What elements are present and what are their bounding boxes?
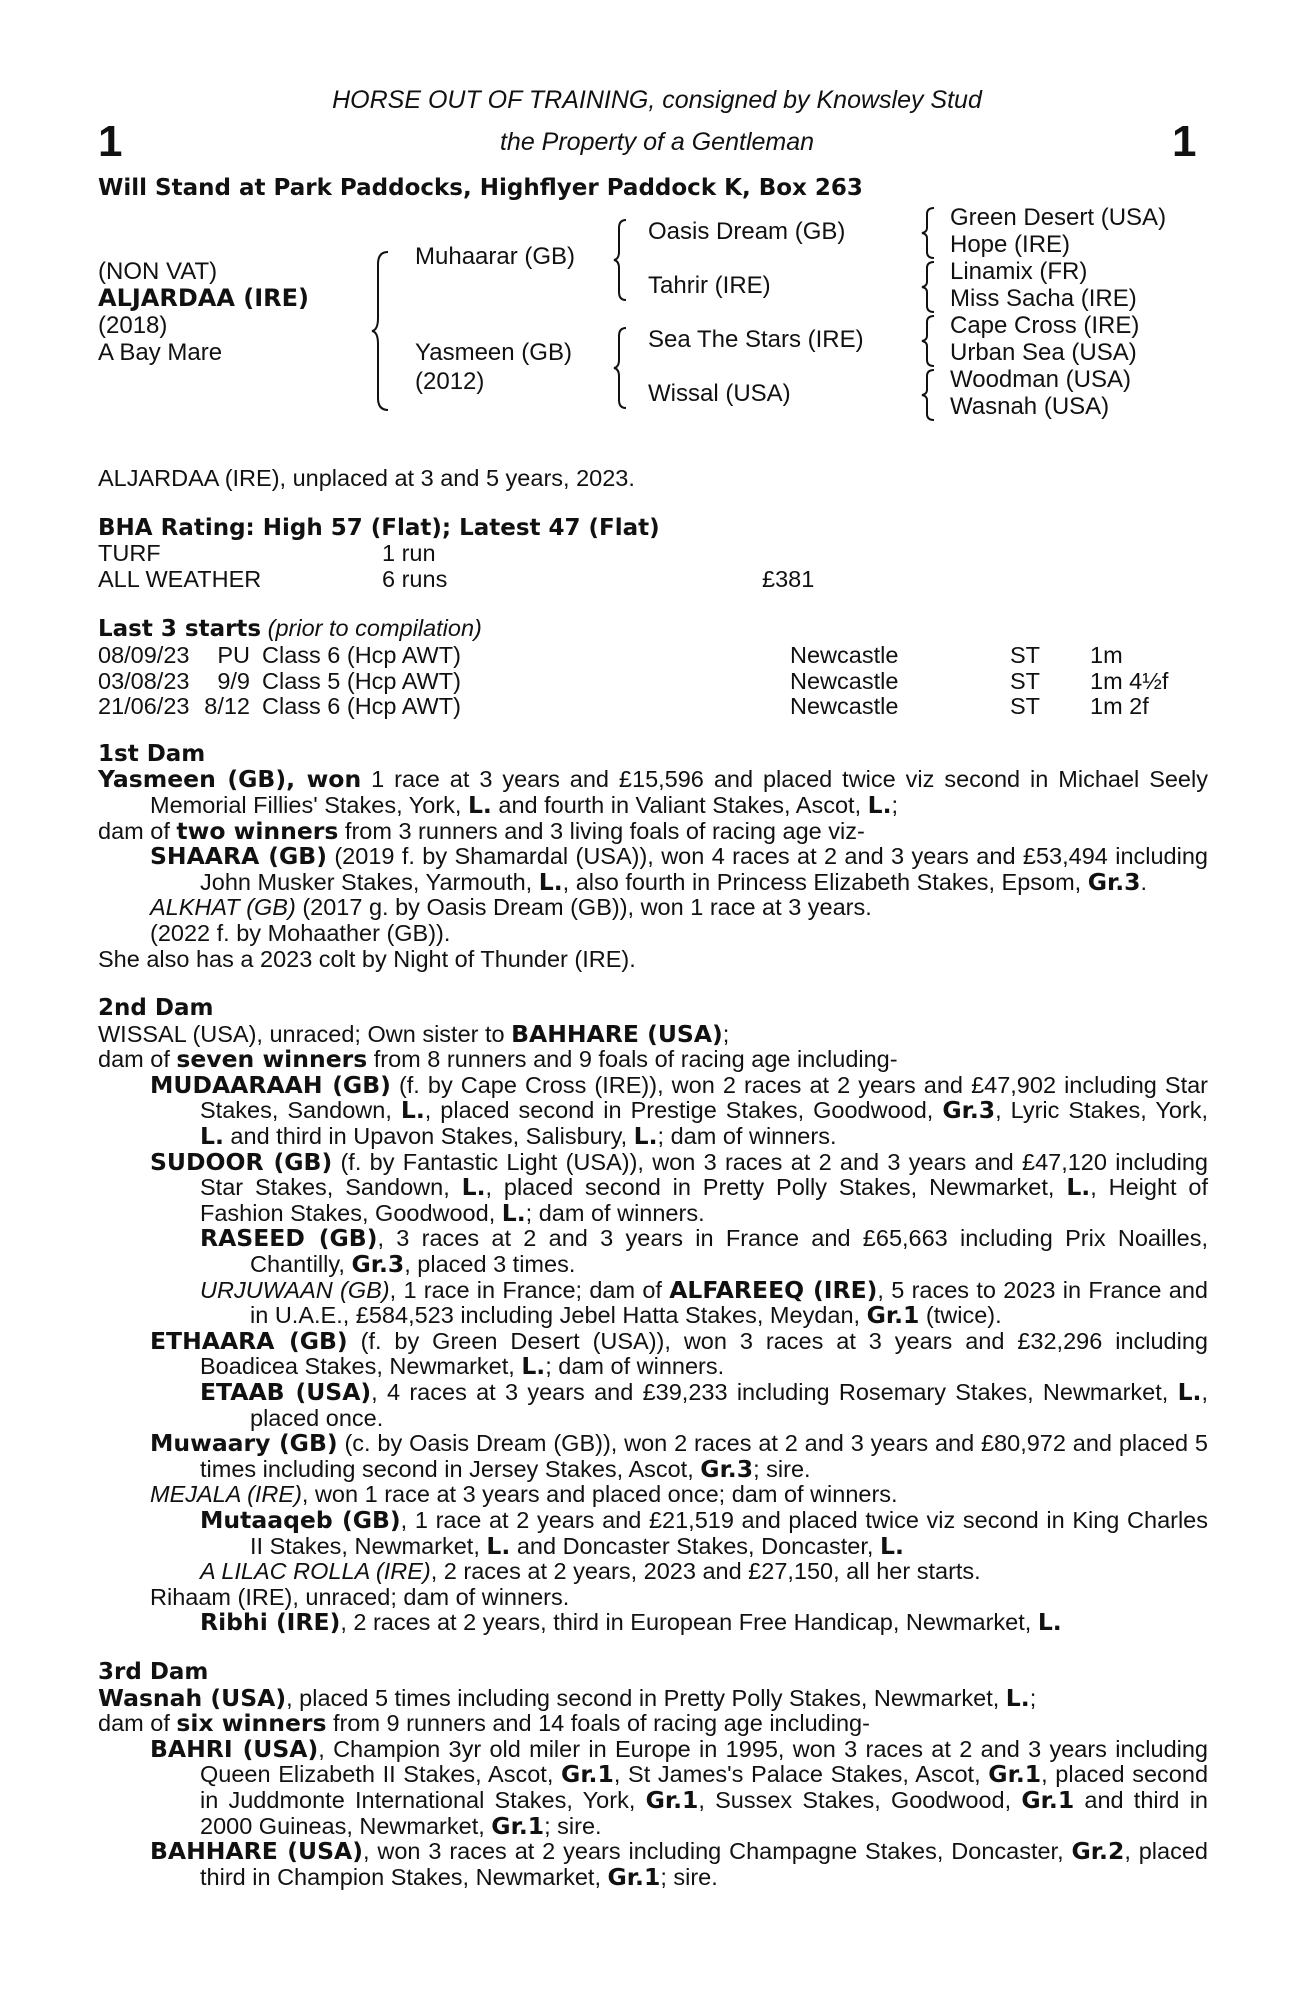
group-mark: Gr.3 [1087, 867, 1141, 896]
gg-3: Linamix (FR) [950, 258, 1088, 285]
property-line: the Property of a Gentleman [499, 128, 815, 156]
record-text: from 9 runners and 14 foals of racing age including- [326, 1710, 870, 1737]
start-class: Class 5 (Hcp AWT) [262, 667, 461, 694]
great-grandparents [950, 204, 1166, 420]
listed-mark: L. [521, 1352, 546, 1381]
record-text: , 3 races at 2 and 3 years in France and £65,663 including Prix Noailles, Chantilly, [250, 1225, 1208, 1278]
horse-description: A Bay Mare [98, 339, 223, 366]
start-distance: 1m [1090, 641, 1123, 668]
start-class: Class 6 (Hcp AWT) [262, 641, 461, 668]
start-position: PU [217, 641, 250, 668]
record-text: , Height of Fashion Stakes, Goodwood, [200, 1174, 1209, 1226]
record-text: , placed second in Pretty Polly Stakes, Newmarket, [485, 1174, 1067, 1201]
record-text: , also fourth in Princess Elizabeth Stakes, Epsom, [562, 868, 1088, 895]
dam-block [415, 338, 572, 396]
produce-name: SUDOOR (GB) [150, 1147, 333, 1176]
record-text: and Doncaster Stakes, Doncaster, [510, 1532, 880, 1559]
group-mark: Gr.1 [491, 1811, 545, 1840]
dam-sire: Sea The Stars (IRE) [648, 326, 864, 353]
produce-a-lilac-rolla [98, 1559, 1208, 1585]
start-distance: 1m 4½f [1090, 667, 1169, 694]
group-mark: Gr.2 [1071, 1837, 1125, 1866]
start-date: 03/08/23 [98, 667, 190, 694]
sire-name: Muhaarar (GB) [415, 243, 576, 270]
first-dam-produce [98, 816, 1208, 845]
record-text: (twice). [919, 1302, 1002, 1329]
dam-year: (2012) [415, 368, 485, 395]
listed-mark: L. [501, 1198, 526, 1227]
produce-name: BAHRI (USA) [150, 1734, 319, 1763]
listed-mark: L. [1066, 1173, 1091, 1202]
produce-sudoor [98, 1147, 1209, 1227]
start-position: 9/9 [217, 667, 250, 694]
record-text: ; [891, 791, 899, 818]
listed-mark: L. [538, 867, 563, 896]
produce-muwaary [98, 1431, 1208, 1482]
record-text: , 2 races at 2 years, third in European Free Handicap, Newmarket, [340, 1609, 1038, 1636]
pedigree-brace-dam [612, 326, 628, 410]
produce-etaab [98, 1380, 1208, 1431]
vat-status: (NON VAT) [98, 258, 218, 285]
winners-count: seven winners [176, 1045, 368, 1074]
group-mark: Gr.1 [645, 1785, 699, 1814]
group-mark: Gr.3 [351, 1250, 405, 1279]
record-text: (f. by Cape Cross (IRE)), won 2 races at 2 years and £47,902 including Star Stakes, Sandown, [200, 1071, 1208, 1124]
record-text: and fourth in Valiant Stakes, Ascot, [491, 791, 868, 818]
record-text: , 1 race at 2 years and £21,519 and placed twice viz second in King Charles II Stakes, Newmarket, [250, 1506, 1208, 1559]
start-date: 08/09/23 [98, 641, 190, 668]
record-text: , placed second in Prestige Stakes, Goodwood, [424, 1097, 943, 1124]
listed-mark: L. [633, 1122, 658, 1151]
record-text: ; [1029, 1684, 1037, 1711]
listed-mark: L. [867, 790, 892, 819]
produce-name: BAHHARE (USA) [150, 1837, 363, 1866]
pedigree-brace-gg2 [920, 260, 936, 314]
second-dam-produce [98, 1047, 1208, 1073]
produce-mutaaqeb [98, 1505, 1208, 1560]
produce-bahri [98, 1734, 1209, 1840]
aw-earnings: £381 [762, 565, 815, 592]
produce-name: URJUWAAN (GB) [200, 1276, 390, 1303]
stand-location: Will Stand at Park Paddocks, Highflyer Paddock K, Box 263 [98, 175, 863, 201]
lot-number-right: 1 [1172, 117, 1197, 166]
listed-mark: L. [1177, 1378, 1202, 1406]
listed-mark: L. [461, 1173, 486, 1202]
record-text: , 2 races at 2 years, 2023 and £27,150, all her starts. [430, 1558, 981, 1585]
third-dam-heading: 3rd Dam [98, 1658, 209, 1685]
record-text: and third in Upavon Stakes, Salisbury, [223, 1123, 634, 1150]
race-summary: ALJARDAA (IRE), unplaced at 3 and 5 years, 2023. [98, 465, 635, 491]
produce-name: ALKHAT (GB) [150, 894, 296, 921]
record-text: , 5 races to 2023 in France and in U.A.E., £584,523 including Jebel Hatta Stakes, Meydan, [250, 1276, 1208, 1329]
listed-mark: L. [200, 1122, 224, 1151]
listed-mark: L. [1005, 1683, 1030, 1712]
gg-8: Wasnah (USA) [950, 393, 1110, 420]
last-starts-note: (prior to compilation) [267, 615, 482, 642]
record-text: (f. by Fantastic Light (USA)), won 3 races at 2 and 3 years and £47,120 including Star Stakes, Sandown, [200, 1148, 1208, 1201]
gg-6: Urban Sea (USA) [950, 339, 1137, 366]
pedigree-brace-sire [612, 218, 628, 302]
gg-1: Green Desert (USA) [950, 204, 1167, 231]
horse-year: (2018) [98, 312, 168, 339]
lot-number-left: 1 [98, 117, 123, 166]
start-class: Class 6 (Hcp AWT) [262, 693, 461, 720]
pedigree-brace-gg3 [920, 314, 936, 368]
record-text: ; dam of winners. [545, 1353, 725, 1380]
start-going: ST [1010, 667, 1041, 694]
runs-row-turf [98, 541, 814, 567]
produce-2022-filly: (2022 f. by Mohaather (GB)). [150, 919, 451, 946]
sire-dam: Tahrir (IRE) [648, 272, 771, 299]
last-starts-table [98, 643, 1168, 720]
group-mark: Gr.3 [700, 1454, 754, 1483]
last-starts-title: Last 3 starts [98, 616, 262, 643]
first-dam-record [98, 767, 1208, 818]
produce-raseed [98, 1226, 1208, 1277]
record-text: WISSAL (USA), unraced; Own sister to [98, 1020, 512, 1047]
produce-name: RASEED (GB) [200, 1224, 378, 1253]
group-mark: Gr.3 [942, 1096, 996, 1125]
horse-name: ALJARDAA (IRE) [98, 284, 310, 312]
record-text: , placed 5 times including second in Pretty Polly Stakes, Newmarket, [286, 1684, 1006, 1711]
produce-ribhi [98, 1610, 1208, 1636]
record-text: , placed third in Champion Stakes, Newmarket, [200, 1838, 1208, 1890]
turf-runs: 1 run [382, 540, 436, 567]
record-text: , won 3 races at 2 years including Champagne Stakes, Doncaster, [362, 1838, 1072, 1865]
start-course: Newcastle [790, 693, 899, 720]
record-text: from 3 runners and 3 living foals of racing age viz- [338, 817, 865, 844]
record-text: ; sire. [544, 1812, 602, 1839]
dam-dam: Wissal (USA) [648, 380, 791, 407]
record-text: . [1140, 868, 1148, 895]
second-dam-heading: 2nd Dam [98, 995, 214, 1022]
second-dam-record [98, 1019, 1208, 1048]
table-row [98, 669, 1168, 695]
produce-name: SHAARA (GB) [150, 842, 327, 871]
record-text: , 4 races at 3 years and £39,233 including Rosemary Stakes, Newmarket, [371, 1379, 1178, 1405]
start-going: ST [1010, 693, 1041, 720]
produce-rihaam: Rihaam (IRE), unraced; dam of winners. [150, 1583, 570, 1610]
aw-runs: 6 runs [382, 565, 448, 592]
dam-name: Yasmeen (GB) [98, 765, 287, 794]
record-text: (2019 f. by Shamardal (USA)), won 4 races at 2 and 3 years and £53,494 including John Musker Stakes, Yarmouth, [200, 843, 1208, 895]
bha-rating: BHA Rating: High 57 (Flat); Latest 47 (Flat) [98, 514, 660, 541]
table-row [98, 643, 1168, 669]
produce-bahhare [98, 1839, 1208, 1890]
first-dam-heading: 1st Dam [98, 740, 206, 767]
produce-shaara [98, 844, 1208, 895]
produce-name: Ribhi (IRE) [200, 1608, 341, 1637]
produce-name: ALFAREEQ (IRE) [669, 1275, 878, 1304]
winners-count: six winners [176, 1709, 327, 1738]
start-distance: 1m 2f [1090, 693, 1149, 720]
record-text: (c. by Oasis Dream (GB)), won 2 races at 2 and 3 years and £80,972 and placed 5 times including second in Jersey Stakes, Ascot, [200, 1430, 1208, 1482]
won-label: , won [286, 765, 362, 794]
record-text: and third in 2000 Guineas, Newmarket, [200, 1786, 1208, 1839]
produce-name: Muwaary (GB) [150, 1429, 338, 1458]
produce-name: MEJALA (IRE) [150, 1481, 302, 1508]
turf-label: TURF [98, 540, 161, 567]
start-course: Newcastle [790, 641, 899, 668]
produce-name: ETAAB (USA) [200, 1378, 372, 1406]
record-text: , placed once. [250, 1379, 1208, 1431]
group-mark: Gr.1 [866, 1301, 920, 1330]
produce-mejala [98, 1482, 1208, 1508]
record-text: from 8 runners and 9 foals of racing age including- [367, 1046, 898, 1073]
record-text: dam of [98, 1710, 177, 1737]
record-text: , placed 3 times. [404, 1251, 576, 1278]
record-text: ; [722, 1020, 730, 1047]
listed-mark: L. [879, 1531, 904, 1560]
produce-2023-colt: She also has a 2023 colt by Night of Thunder (IRE). [98, 945, 636, 972]
listed-mark: L. [400, 1096, 425, 1125]
horse-identity [98, 258, 309, 366]
table-row [98, 694, 1168, 720]
record-text: , Lyric Stakes, York, [995, 1097, 1209, 1124]
record-text: , St James's Palace Stakes, Ascot, [613, 1761, 989, 1788]
record-text: , placed second in Juddmonte International Stakes, York, [200, 1761, 1209, 1813]
record-text: dam of [98, 1046, 177, 1073]
catalogue-body [98, 466, 1208, 1890]
produce-urjuwaan [98, 1275, 1208, 1330]
gg-4: Miss Sacha (IRE) [950, 285, 1137, 312]
last-starts-heading [98, 616, 1208, 643]
group-mark: Gr.1 [1021, 1785, 1075, 1814]
group-mark: Gr.1 [988, 1760, 1042, 1789]
record-text: ; sire. [753, 1455, 811, 1482]
listed-mark: L. [1037, 1608, 1062, 1637]
pedigree-brace-gg4 [920, 368, 936, 422]
produce-mudaaraah [98, 1070, 1209, 1151]
produce-name: Mutaaqeb (GB) [200, 1505, 401, 1534]
start-going: ST [1010, 641, 1041, 668]
dam-name: Wasnah (USA) [98, 1683, 287, 1712]
listed-mark: L. [467, 790, 492, 819]
produce-ethaara [98, 1326, 1208, 1381]
gg-7: Woodman (USA) [950, 366, 1131, 393]
runs-table [98, 541, 814, 592]
produce-name: ETHAARA (GB) [150, 1326, 348, 1355]
pedigree-brace-main [370, 250, 390, 412]
record-text: , Sussex Stakes, Goodwood, [698, 1786, 1022, 1813]
record-text: 1 race at 3 years and £15,596 and placed twice viz second in Michael Seely Memorial Fillies' Stakes, York, [150, 766, 1208, 818]
start-date: 21/06/23 [98, 693, 190, 720]
record-text: (f. by Green Desert (USA)), won 3 races at 3 years and £32,296 including Boadicea Stakes, Newmarket, [200, 1327, 1208, 1380]
gg-2: Hope (IRE) [950, 231, 1071, 258]
record-text: , 1 race in France; dam of [389, 1276, 670, 1303]
dam-name: Yasmeen (GB) [415, 339, 572, 366]
aw-label: ALL WEATHER [98, 565, 262, 592]
group-mark: Gr.1 [607, 1862, 661, 1891]
record-text: , won 1 race at 3 years and placed once; dam of winners. [301, 1481, 898, 1508]
pedigree-brace-gg1 [920, 206, 936, 260]
start-course: Newcastle [790, 667, 899, 694]
start-position: 8/12 [204, 693, 250, 720]
consignor-line: HORSE OUT OF TRAINING, consigned by Knowsley Stud [332, 86, 982, 114]
produce-alkhat [98, 895, 1208, 921]
third-dam-produce [98, 1711, 1208, 1737]
sibling-name: BAHHARE (USA) [511, 1019, 723, 1048]
record-text: ; sire. [660, 1863, 718, 1890]
sire-sire: Oasis Dream (GB) [648, 218, 846, 245]
winners-count: two winners [176, 816, 339, 845]
runs-row-aw [98, 567, 814, 593]
record-text: ; dam of winners. [525, 1199, 705, 1226]
group-mark: Gr.1 [561, 1760, 614, 1789]
produce-name: MUDAARAAH (GB) [150, 1070, 391, 1099]
third-dam-record [98, 1683, 1208, 1712]
record-text: dam of [98, 817, 177, 844]
record-text: , Champion 3yr old miler in Europe in 1995, won 3 races at 2 and 3 years including Queen Elizabeth II Stakes, Ascot, [200, 1735, 1208, 1788]
listed-mark: L. [486, 1531, 511, 1560]
record-text: ; dam of winners. [657, 1123, 837, 1150]
record-text: (2017 g. by Oasis Dream (GB)), won 1 race at 3 years. [295, 894, 872, 921]
gg-5: Cape Cross (IRE) [950, 312, 1140, 339]
produce-name: A LILAC ROLLA (IRE) [200, 1558, 431, 1585]
